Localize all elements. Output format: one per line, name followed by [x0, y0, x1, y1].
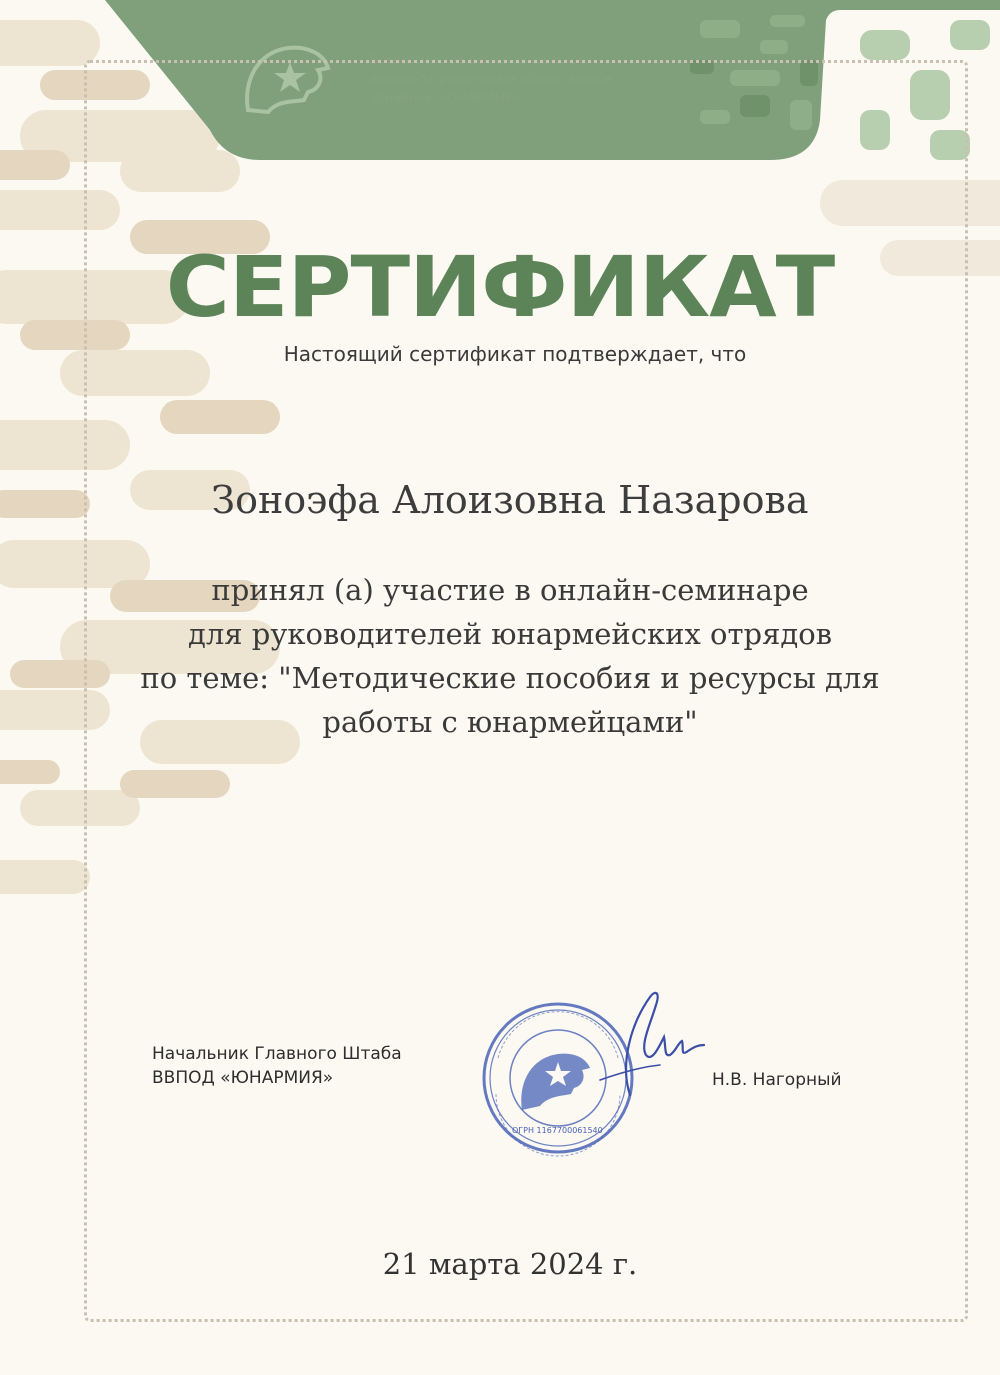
body-line: работы с юнармейцами" — [322, 705, 698, 739]
body-line: принял (а) участие в онлайн-семинаре — [211, 573, 809, 607]
body-line: по теме: "Методические пособия и ресурсы для — [140, 661, 880, 695]
stamp-ogrn: ОГРН 1167700061540 — [512, 1126, 603, 1135]
certificate-subtitle: Настоящий сертификат подтверждает, что — [283, 342, 747, 366]
certificate-date: 21 марта 2024 г. — [382, 1247, 638, 1281]
certificate-body — [0, 568, 1000, 744]
organization-line: военно-патриотическое общественное — [370, 71, 613, 86]
organization-line: Всероссийское детско-юношеское — [370, 52, 586, 67]
signatory-role-line: ВВПОД «ЮНАРМИЯ» — [152, 1068, 334, 1088]
recipient-name: Зоноэфа Алоизовна Назарова — [211, 478, 809, 522]
organization-line: движение «ЮНАРМИЯ» — [370, 90, 523, 105]
signatory-name: Н.В. Нагорный — [712, 1070, 842, 1090]
handwritten-signature — [560, 985, 710, 1105]
body-line: для руководителей юнармейских отрядов — [187, 617, 833, 651]
signatory-role — [152, 1042, 402, 1090]
signatory-role-line: Начальник Главного Штаба — [152, 1044, 402, 1064]
certificate-title: СЕРТИФИКАТ — [165, 238, 835, 336]
